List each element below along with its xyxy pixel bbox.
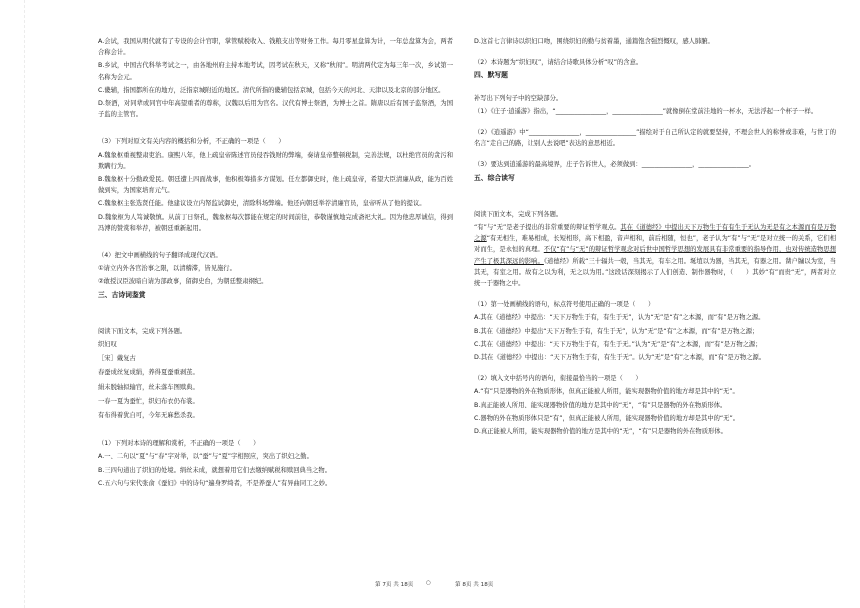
question-3-option-b: B.魏象枢十分勤政爱民。朝廷遭上四面战事，他积极筹措多方谋划。任左都御史时，他上疏皇帝，希望大臣清廉从政，能为百姓做到实，为国家培育元气。	[98, 176, 453, 195]
poem-question-1-option-d: D.这首七言律诗以织妇口吻，围绕织妇的勤与贫着墨，通篇饱含强烈慨叹，感人肺腑。	[474, 38, 714, 45]
answer-blank[interactable]: ________________	[585, 129, 637, 137]
poem-line: 春蚕成丝复成絹，养得夏蚕重剥茧。	[98, 369, 199, 377]
spacer	[98, 236, 453, 250]
page-binding-line	[24, 0, 25, 608]
spacer	[98, 424, 453, 438]
reading-instruction: 阅读下面文本，完成下列各题。	[98, 327, 187, 335]
answer-blank[interactable]: ________________	[641, 161, 693, 169]
spacer	[474, 187, 836, 209]
fill-question-3: （3）要达到逍遥游的最高境界，庄子告诉世人，必须做到：________________，________________。	[474, 161, 756, 169]
question-4-sentence-2: ②敢授汉臣波暗自请为部政事，留御史台，为朝廷整肃纲纪。	[98, 278, 268, 286]
fill-instruction: 补写出下列句子中的空缺部分。	[474, 94, 563, 102]
poem-title: 织妇叹	[98, 341, 117, 349]
reading-question-1-option-c: C.其在《道德经》中提出：“天下万物生于有，有生于无。”认为“无”是“有”之本源，而“有”是万物之源；	[474, 340, 762, 348]
spacer	[474, 85, 836, 93]
spacer	[474, 365, 836, 373]
poem-line: 一春一夏为蚕忙，织妇布衣仍布裳。	[98, 397, 199, 405]
question-3-option-c: C.魏象枢主张选贤任能。他建议设立内帑监试御史，清除科场弊端。他还向朝廷举荐清廉官员，皇帝听从了他的提议。	[98, 200, 426, 208]
answer-blank[interactable]: ________________	[528, 129, 580, 137]
left-page-column	[98, 36, 453, 491]
reading-question-1-option-b: B.其在《道德经》中提出“天下万物生于有，有生于无”，认为“无”是“有”之本源，而“有”是万物之源；	[474, 327, 759, 335]
option-a-paragraph: A.会试，我国从明代就有了专设的会计官职，掌管赋税收入、钱粮支出等财务工作。每月零星盘算为计，一年总盘算为会，两者合称会计。	[98, 38, 453, 57]
poem-line: 有布得着犹自可，今年无麻愁杀我。	[98, 412, 199, 420]
option-d-paragraph: D.祭酒，对同辈或同官中年高望重者的尊称，汉魏以后用为官名。汉代有博士祭酒，为博士之首。隋唐以后有国子监祭酒，为国子监的主管官。	[98, 100, 453, 119]
underlined-sentence-2: 不仅“有”与“无”的辩证哲学观念对后世中国哲学思想的发展具有非常重要的指导作用，也对传统造物思想产生了极其深远的影响。	[474, 246, 836, 265]
fill-question-2: （2）《逍遥游》中“________________，________________”描绘对于自己所认定的就要坚持，不理会世人的称誉或非难，与世丁的名言“走自己的路，让别人去说吧”表达的意思相近。	[474, 129, 837, 148]
question-3-option-d: D.魏象枢为人笃诚敬慎。从前丁日祭孔，魏象枢每次都能在规定的时间前往，恭敬谨慎地完成斋祀大礼。因为他忠厚诚信，得到冯溥的赞赏和举荐，被朝廷重新起用。	[98, 213, 453, 232]
poem-line: 絹未脱轴拟输官，丝未落车图赎典。	[98, 383, 199, 391]
option-b-paragraph: B.乡试，中国古代科举考试之一，由各地州府主持本地考试，因考试在秋天，又称“秋闱”。明清两代定为每三年一次，乡试第一名称为会元。	[98, 62, 453, 81]
reading-passage: “有”与“无”是老子提出的非常重要的辩证哲学观点。其在《道德经》中提出天下万物生于有有生于无认为无是有之本源而有是万物之源“有无相生，难易相成，长短相形，高下相盈，音声相和，前后相随，恒也”，老子认为“有”与“无”是对立统一的关系，它们相对而生，是永恒的真理。不仅“有”与“无”的辩证哲学观念对后世中国哲学思想的发展具有非常重要的指导作用，也对传统造物思想产生了极其深远的影响。《道德经》所载“三十辐共一毂，当其无，有车之用。埏埴以为器，当其无，有器之用。凿户牖以为室，当其无，有室之用。故有之以为利，无之以为用。”这段话深刻揭示了人们创造、制作器物时，（ ）其妙“有”而贵“无”，两者对立统一于器物之中。	[474, 224, 837, 288]
answer-blank[interactable]: ________________	[612, 107, 663, 115]
answer-blank[interactable]: ________________	[698, 161, 749, 169]
answer-blank[interactable]: ________________	[555, 107, 607, 115]
poem-author: ［宋］戴复古	[98, 355, 136, 363]
fill-question-1: （1）《庄子·逍遥游》指出，“________________，________________”就像倒在堂前洼地的一杯水，无法浮起一个杯子一样。	[474, 107, 818, 115]
section-3-heading: 三、古诗词鉴赏	[98, 290, 146, 299]
poem-question-1-option-b: B.三四句道出了织妇的处境。绢丝未成，就想着用它们去缴纳赋税和赎回典当之物。	[98, 466, 332, 474]
spacer	[98, 304, 453, 326]
reading-question-2-stem: （2）填入文中括号内的语句，衔接最恰当的一项是（ ）	[474, 375, 642, 383]
spacer	[474, 119, 836, 127]
poem-question-1-option-a: A.一、二句以“夏”与“春”字对举，以“蚕”与“夏”字相照应，突出了织妇之勤。	[98, 453, 313, 461]
question-4-stem: （4）把文中画横线的句子翻译成现代汉语。	[98, 252, 222, 260]
spacer	[474, 291, 836, 299]
page-number-right: 第 8页 共 18页	[455, 582, 494, 588]
section-4-heading: 四、默写题	[474, 71, 508, 80]
reading-question-1-stem: （1）第一处画横线的语句，标点符号使用正确的一项是（ ）	[474, 301, 655, 309]
reading-question-1-option-a: A.其在《道德经》中提出：“天下万物生于有，有生于无”，认为“无”是“有”之本源，而“有”是万物之源。	[474, 314, 765, 322]
reading-instruction: 阅读下面文本，完成下列各题。	[474, 210, 563, 218]
reading-question-2-option-a: A.“有”只是器物的外在物质形体，但真正能被人所用，能实现器物价值的地方却是其中的“无”。	[474, 388, 739, 396]
page-number-left: 第 7页 共 18页	[375, 582, 414, 588]
spacer	[98, 122, 453, 136]
poem-question-1-option-c: C.五六句与宋代张俞《蚕妇》中的诗句“遍身罗绮者，不是养蚕人”有异曲同工之妙。	[98, 479, 332, 487]
question-3-option-a: A.魏象枢重视整肃吏治。康熙八年，他上疏皇帝陈述官员侵吞钱财的弊端，奏请皇帝整顿税制，完善法规，以杜绝官员的贪污和欺瞒行为。	[98, 151, 453, 170]
poem-question-1-stem: （1）下列对本诗的理解和赏析，不正确的一项是（ ）	[98, 440, 260, 448]
right-page-column	[474, 36, 836, 439]
poem-question-2-stem: （2）本诗题为“织妇叹”，请结合诗歌具体分析“叹”的含意。	[474, 59, 643, 67]
option-c-paragraph: C.畿辅，指国都所在的地方，泛指京城附近的地区。清代所指的畿辅包括京城，包括今天的河北、天津以及北京的部分地区。	[98, 86, 445, 94]
underlined-sentence-1: 其在《道德经》中提出天下万物生于有有生于无认为无是有之本源而有是万物之源	[474, 224, 837, 243]
spacer	[474, 49, 836, 57]
reading-question-2-option-b: B.真正能被人所用、能实现器物价值的地方是其中的“无”，“有”只是器物的外在物质形体。	[474, 401, 727, 409]
spacer	[474, 151, 836, 159]
reading-question-2-option-d: D.真正能被人所用，能实现器物价值的地方是其中的“无”，“有”只是器物的外在物质形体。	[474, 428, 727, 436]
question-3-stem: （3）下列对原文有关内容的概括和分析，不正确的一项是（ ）	[98, 138, 285, 146]
reading-question-1-option-d: D.其在《道德经》中提出：“天下万物生于有，有生于无”。认为“无”是“有”之本源，而“有”是万物之源。	[474, 354, 766, 362]
section-5-heading: 五、综合读写	[474, 173, 515, 182]
center-circle-icon: ○	[426, 580, 431, 586]
reading-question-2-option-c: C.器物的外在物质形体只是“有”，但真正能被人所用，能实现器物价值的地方却是其中的“无”。	[474, 414, 740, 422]
question-4-sentence-1: ①请立内外各官治事之限，以清稽滞，皆见施行。	[98, 265, 236, 273]
